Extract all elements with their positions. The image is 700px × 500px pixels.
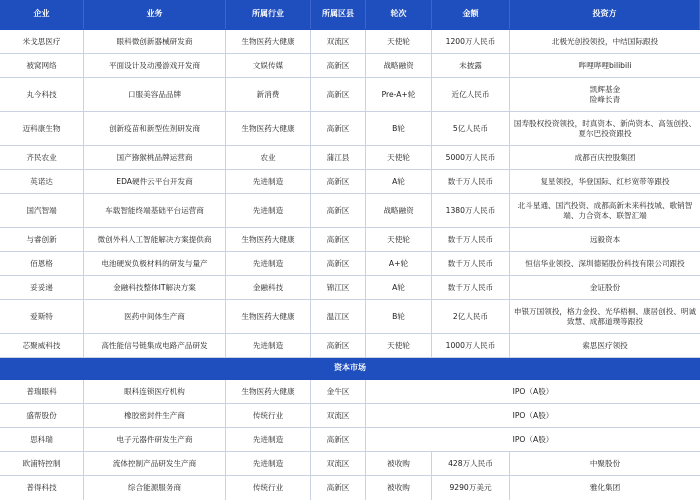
amount-cell: 5亿人民币 bbox=[432, 112, 510, 145]
district-cell: 高新区 bbox=[311, 228, 366, 251]
industry-cell: 金融科技 bbox=[226, 276, 311, 299]
industry-cell: 生物医药大健康 bbox=[226, 300, 311, 333]
district-cell: 金牛区 bbox=[311, 380, 366, 403]
industry-cell: 农业 bbox=[226, 146, 311, 169]
investors-cell: 北斗星通、国汽投资、成都高新未来科技城、歌销智端、力合资本、联智汇端 bbox=[517, 200, 693, 220]
investors-cell: 雅化集团 bbox=[589, 483, 621, 493]
header-industry: 所属行业 bbox=[226, 0, 311, 29]
company-cell: 普得科技 bbox=[0, 476, 84, 500]
business-cell: 创新疫苗和新型佐剂研发商 bbox=[84, 112, 226, 145]
header-round: 轮次 bbox=[366, 0, 432, 29]
investors-cell: 金证股份 bbox=[589, 282, 621, 292]
industry-cell: 先进制造 bbox=[226, 170, 311, 193]
investors-cell: 成都百庆控股集团 bbox=[574, 152, 636, 162]
industry-cell: 先进制造 bbox=[226, 334, 311, 357]
district-cell: 高新区 bbox=[311, 194, 366, 227]
amount-cell: 2亿人民币 bbox=[432, 300, 510, 333]
table-row bbox=[0, 252, 700, 276]
business-cell: 高性能信号链集成电路产品研发 bbox=[84, 334, 226, 357]
header-business: 业务 bbox=[84, 0, 226, 29]
industry-cell: 先进制造 bbox=[226, 428, 311, 451]
section-title: 资本市场 bbox=[334, 363, 366, 373]
investors-cell: 复星领投，华登国际、红杉宽带等跟投 bbox=[540, 176, 670, 186]
company-cell: 齐民农业 bbox=[0, 146, 84, 169]
amount-cell: 1380万人民币 bbox=[432, 194, 510, 227]
district-cell: 双流区 bbox=[311, 30, 366, 53]
business-cell: 眼科连锁医疗机构 bbox=[84, 380, 226, 403]
table-row bbox=[0, 170, 700, 194]
district-cell: 高新区 bbox=[311, 334, 366, 357]
investors-cell: 远毅资本 bbox=[589, 234, 621, 244]
header-amount: 金额 bbox=[432, 0, 510, 29]
company-cell: 英诺达 bbox=[0, 170, 84, 193]
company-cell: 与睿创新 bbox=[0, 228, 84, 251]
capital-market-section-header bbox=[0, 358, 700, 380]
business-cell: 平面设计及动漫游戏开发商 bbox=[84, 54, 226, 77]
amount-cell: 数千万人民币 bbox=[432, 252, 510, 275]
company-cell: 盛帮股份 bbox=[0, 404, 84, 427]
business-cell: 综合能源服务商 bbox=[84, 476, 226, 500]
company-cell: 被窝网络 bbox=[0, 54, 84, 77]
investor-line: 险峰长青 bbox=[589, 94, 621, 104]
industry-cell: 先进制造 bbox=[226, 252, 311, 275]
business-cell: EDA硬件云平台开发商 bbox=[84, 170, 226, 193]
district-cell: 高新区 bbox=[311, 476, 366, 500]
company-cell: 爱斯特 bbox=[0, 300, 84, 333]
table-row bbox=[0, 380, 700, 404]
round-cell: B轮 bbox=[366, 112, 432, 145]
round-cell: Pre-A+轮 bbox=[366, 78, 432, 111]
header-district: 所属区县 bbox=[311, 0, 366, 29]
table-row bbox=[0, 300, 700, 334]
industry-cell: 传统行业 bbox=[226, 476, 311, 500]
company-cell: 芯聚威科技 bbox=[0, 334, 84, 357]
round-cell: 天使轮 bbox=[366, 30, 432, 53]
table-row bbox=[0, 276, 700, 300]
company-cell: 丸今科技 bbox=[0, 78, 84, 111]
ipo-cell: IPO（A股） bbox=[512, 386, 554, 396]
round-cell: 战略融资 bbox=[366, 194, 432, 227]
table-row bbox=[0, 428, 700, 452]
district-cell: 高新区 bbox=[311, 252, 366, 275]
business-cell: 医药中间体生产商 bbox=[84, 300, 226, 333]
amount-cell: 数千万人民币 bbox=[432, 276, 510, 299]
investors-cell: 索思医疗领投 bbox=[582, 340, 628, 350]
header-company: 企业 bbox=[0, 0, 84, 29]
header-investors: 投资方 bbox=[510, 0, 700, 29]
round-cell: 被收购 bbox=[366, 476, 432, 500]
amount-cell: 未披露 bbox=[432, 54, 510, 77]
amount-cell: 近亿人民币 bbox=[432, 78, 510, 111]
table-row bbox=[0, 404, 700, 428]
table-header bbox=[0, 0, 700, 30]
investors-cell: 恒信华业领投、深圳德韬股份科技有限公司跟投 bbox=[525, 258, 685, 268]
table-row bbox=[0, 452, 700, 476]
district-cell: 双流区 bbox=[311, 452, 366, 475]
industry-cell: 文娱传媒 bbox=[226, 54, 311, 77]
business-cell: 眼科微创新器械研发商 bbox=[84, 30, 226, 53]
amount-cell: 1000万人民币 bbox=[432, 334, 510, 357]
district-cell: 高新区 bbox=[311, 428, 366, 451]
industry-cell: 生物医药大健康 bbox=[226, 30, 311, 53]
business-cell: 电子元器件研发生产商 bbox=[84, 428, 226, 451]
industry-cell: 生物医药大健康 bbox=[226, 380, 311, 403]
district-cell: 高新区 bbox=[311, 78, 366, 111]
round-cell: 战略融资 bbox=[366, 54, 432, 77]
industry-cell: 生物医药大健康 bbox=[226, 228, 311, 251]
investors-cell: 哔哩哔哩bilibili bbox=[578, 60, 632, 70]
company-cell: 妥妥递 bbox=[0, 276, 84, 299]
amount-cell: 428万人民币 bbox=[432, 452, 510, 475]
table-row bbox=[0, 146, 700, 170]
industry-cell: 生物医药大健康 bbox=[226, 112, 311, 145]
investors-cell: 北极光创投领投，中结国际跟投 bbox=[551, 36, 659, 46]
table-row bbox=[0, 194, 700, 228]
round-cell: 天使轮 bbox=[366, 146, 432, 169]
business-cell: 电池硬炭负极材料的研发与量产 bbox=[84, 252, 226, 275]
ipo-cell: IPO（A股） bbox=[512, 410, 554, 420]
company-cell: 普瑞眼科 bbox=[0, 380, 84, 403]
district-cell: 蒲江县 bbox=[311, 146, 366, 169]
business-cell: 微创外科人工智能解决方案提供商 bbox=[84, 228, 226, 251]
investors-cell: 中聚股份 bbox=[589, 458, 621, 468]
round-cell: 天使轮 bbox=[366, 334, 432, 357]
business-cell: 车载智能终端基础平台运营商 bbox=[84, 194, 226, 227]
industry-cell: 先进制造 bbox=[226, 452, 311, 475]
investors-cell: 申银万国领投，格力金投、光华梧桐、康居创投、明诚致慧、成都道璞等跟投 bbox=[513, 306, 697, 326]
district-cell: 高新区 bbox=[311, 112, 366, 145]
company-cell: 佰恩格 bbox=[0, 252, 84, 275]
amount-cell: 5000万人民币 bbox=[432, 146, 510, 169]
amount-cell: 数千万人民币 bbox=[432, 170, 510, 193]
amount-cell: 9290万美元 bbox=[432, 476, 510, 500]
district-cell: 高新区 bbox=[311, 170, 366, 193]
company-cell: 思科瑞 bbox=[0, 428, 84, 451]
table-row bbox=[0, 78, 700, 112]
round-cell: A轮 bbox=[366, 170, 432, 193]
business-cell: 金融科技整体IT解决方案 bbox=[84, 276, 226, 299]
round-cell: 被收购 bbox=[366, 452, 432, 475]
table-row bbox=[0, 54, 700, 78]
round-cell: A+轮 bbox=[366, 252, 432, 275]
business-cell: 国产猕猴桃品牌运营商 bbox=[84, 146, 226, 169]
district-cell: 温江区 bbox=[311, 300, 366, 333]
round-cell: B轮 bbox=[366, 300, 432, 333]
table-row bbox=[0, 228, 700, 252]
company-cell: 欧浦特控制 bbox=[0, 452, 84, 475]
table-row bbox=[0, 30, 700, 54]
investors-cell: 国寿股权投资领投，时真资本、新尚资本、高瓴创投、夏尔巴投资跟投 bbox=[513, 118, 697, 138]
table-row bbox=[0, 334, 700, 358]
company-cell: 国汽智端 bbox=[0, 194, 84, 227]
district-cell: 高新区 bbox=[311, 54, 366, 77]
table-row bbox=[0, 476, 700, 500]
round-cell: A轮 bbox=[366, 276, 432, 299]
industry-cell: 传统行业 bbox=[226, 404, 311, 427]
company-cell: 米戈思医疗 bbox=[0, 30, 84, 53]
amount-cell: 1200万人民币 bbox=[432, 30, 510, 53]
district-cell: 双流区 bbox=[311, 404, 366, 427]
industry-cell: 新消费 bbox=[226, 78, 311, 111]
company-cell: 迈科康生物 bbox=[0, 112, 84, 145]
amount-cell: 数千万人民币 bbox=[432, 228, 510, 251]
table-row bbox=[0, 112, 700, 146]
round-cell: 天使轮 bbox=[366, 228, 432, 251]
industry-cell: 先进制造 bbox=[226, 194, 311, 227]
investor-line: 凯辉基金 bbox=[589, 84, 621, 94]
business-cell: 流体控制产品研发生产商 bbox=[84, 452, 226, 475]
business-cell: 橡胶密封件生产商 bbox=[84, 404, 226, 427]
district-cell: 锦江区 bbox=[311, 276, 366, 299]
business-cell: 口服美容品品牌 bbox=[84, 78, 226, 111]
investors-cell bbox=[510, 78, 700, 111]
ipo-cell: IPO（A股） bbox=[512, 434, 554, 444]
